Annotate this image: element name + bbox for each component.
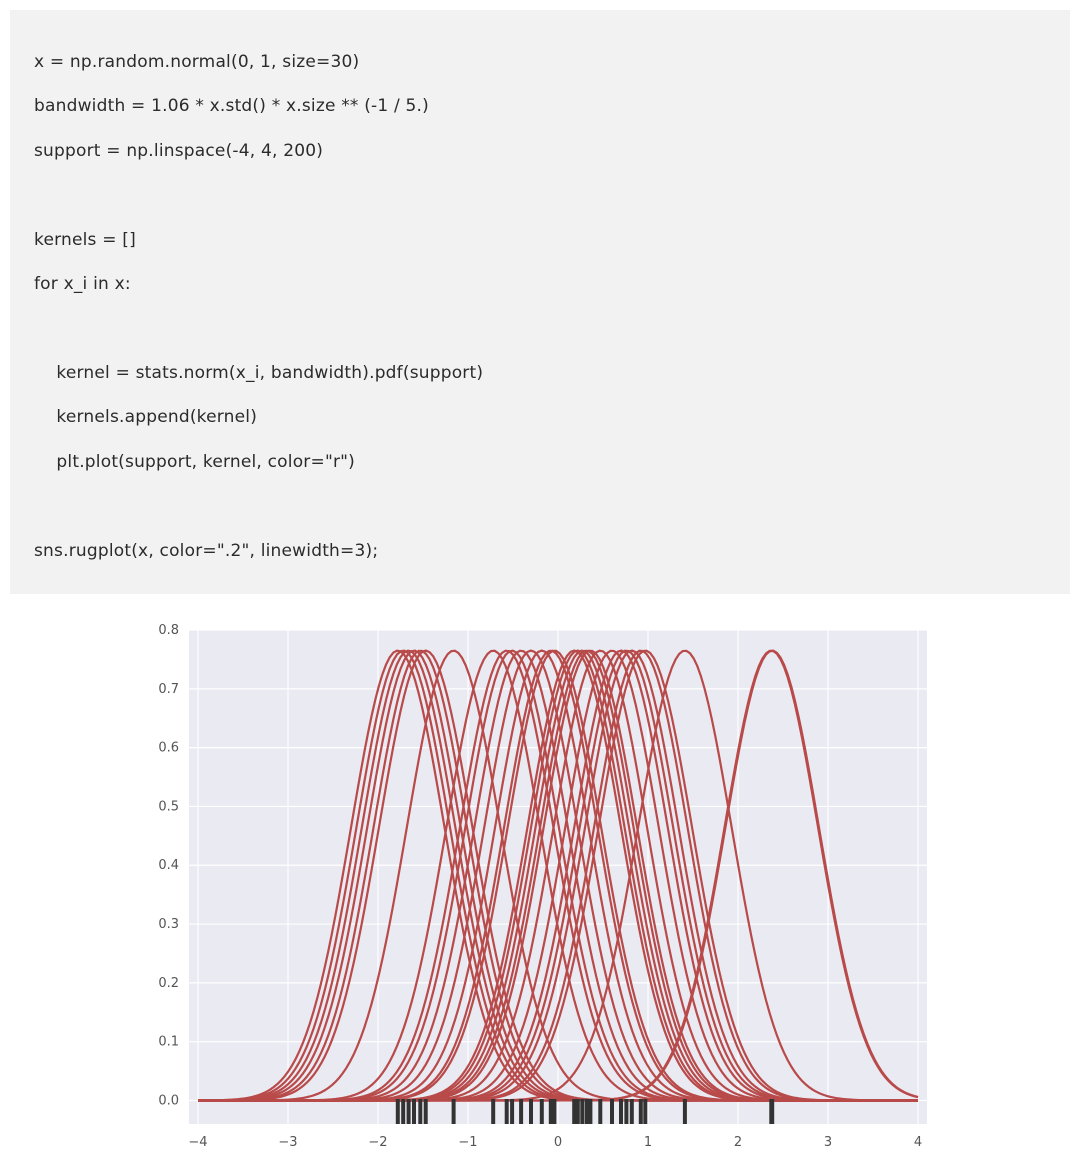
code-line: sns.rugplot(x, color=".2", linewidth=3); xyxy=(34,541,379,561)
x-tick-label: 0 xyxy=(553,1135,563,1150)
code-line: for x_i in x: xyxy=(34,274,131,294)
kde-kernel-chart xyxy=(0,600,1080,1162)
y-tick-label: 0.3 xyxy=(158,917,179,933)
y-tick-label: 0.4 xyxy=(158,858,179,874)
x-tick-label: 1 xyxy=(643,1135,653,1150)
code-line: support = np.linspace(-4, 4, 200) xyxy=(34,141,324,161)
x-tick-label: −1 xyxy=(458,1135,478,1150)
code-block xyxy=(10,10,1070,594)
x-tick-label: 2 xyxy=(733,1135,743,1150)
code-line: kernel = stats.norm(x_i, bandwidth).pdf(support) xyxy=(34,363,484,383)
y-tick-labels xyxy=(158,623,179,1108)
code-line: kernels.append(kernel) xyxy=(34,407,258,427)
x-tick-labels xyxy=(188,1135,922,1150)
x-tick-label: −2 xyxy=(368,1135,388,1150)
code-line: bandwidth = 1.06 * x.std() * x.size ** (-1 / 5.) xyxy=(34,96,429,116)
y-tick-label: 0.7 xyxy=(158,681,179,697)
x-tick-label: 3 xyxy=(823,1135,833,1150)
y-tick-label: 0.0 xyxy=(158,1093,179,1109)
y-tick-label: 0.1 xyxy=(158,1034,179,1050)
y-tick-label: 0.6 xyxy=(158,740,179,756)
x-tick-label: −4 xyxy=(188,1135,208,1150)
y-tick-label: 0.5 xyxy=(158,799,179,815)
y-tick-label: 0.2 xyxy=(158,975,179,991)
x-tick-label: −3 xyxy=(278,1135,298,1150)
code-line: plt.plot(support, kernel, color="r") xyxy=(34,452,356,472)
code-line: x = np.random.normal(0, 1, size=30) xyxy=(34,52,360,72)
x-tick-label: 4 xyxy=(913,1135,923,1150)
code-line: kernels = [] xyxy=(34,230,136,250)
y-tick-label: 0.8 xyxy=(158,623,179,638)
